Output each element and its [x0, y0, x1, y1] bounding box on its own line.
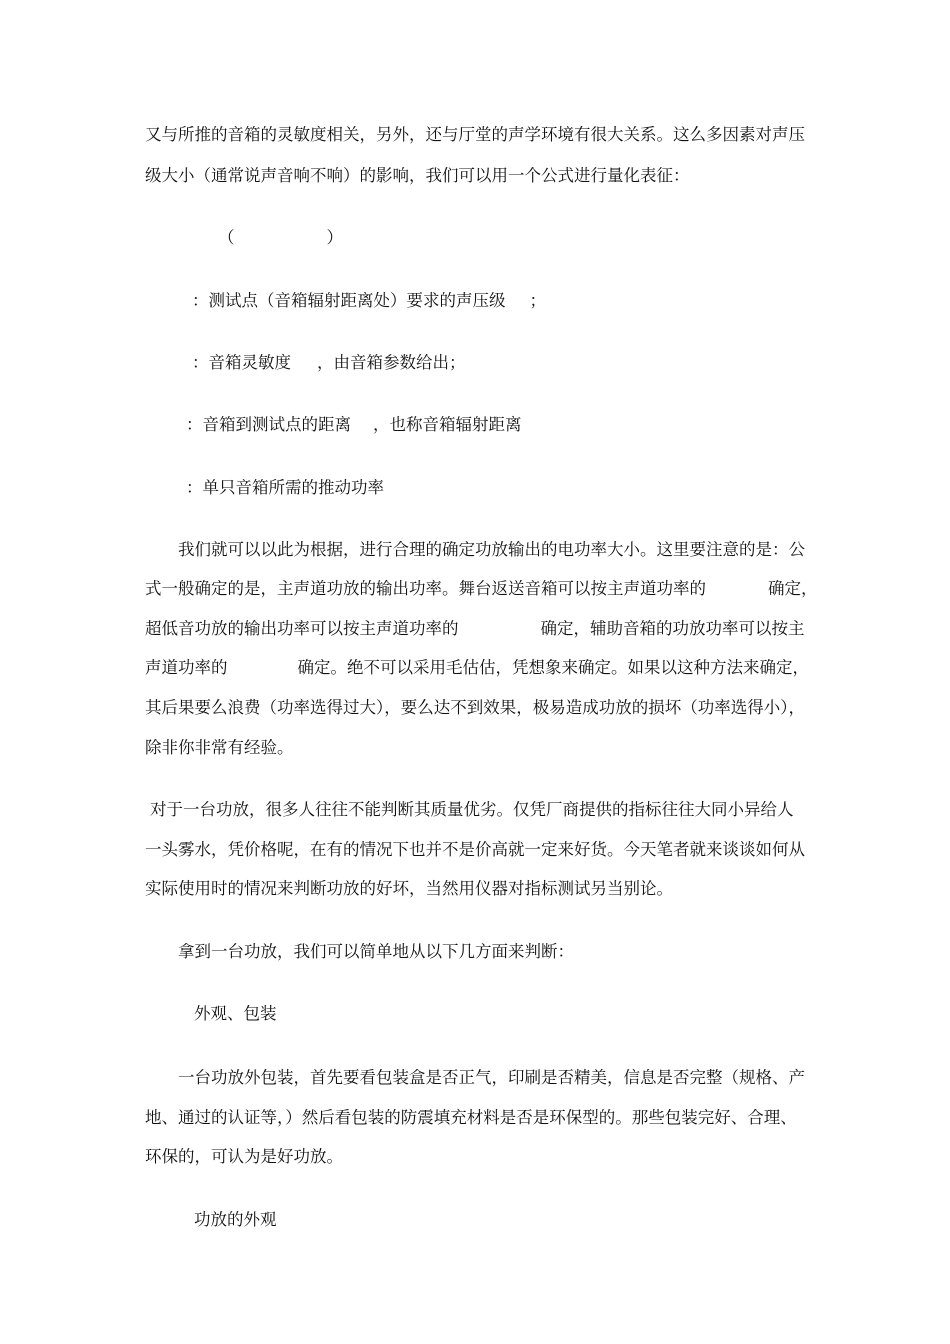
definition-distance: ：音箱到测试点的距离 ，也称音箱辐射距离 [186, 415, 522, 434]
definition-sensitivity: ：音箱灵敏度 ，由音箱参数给出； [192, 353, 466, 372]
para1-line-2: 式一般确定的是，主声道功放的输出功率。舞台返送音箱可以按主声道功率的 确定， [145, 579, 818, 598]
para2-line-2: 一头雾水，凭价格呢，在有的情况下也并不是价高就一定来好货。今天笔者就来谈谈如何从 [145, 840, 805, 859]
intro-line-2: 级大小（通常说声音响不响）的影响，我们可以用一个公式进行量化表征： [145, 166, 690, 185]
section-heading-packaging: 外观、包装 [194, 1004, 277, 1023]
para2-line-1: 对于一台功放，很多人往往不能判断其质量优劣。仅凭厂商提供的指标往往大同小异给人 [150, 800, 794, 819]
para1-line-5: 其后果要么浪费（功率选得过大），要么达不到效果，极易造成功放的损坏（功率选得小）， [145, 698, 805, 717]
para3-line-1: 拿到一台功放，我们可以简单地从以下几方面来判断： [178, 942, 574, 961]
para4-line-2: 地、通过的认证等，）然后看包装的防震填充材料是否是环保型的。那些包装完好、合理、 [145, 1108, 797, 1127]
formula-close-paren: ） [326, 228, 343, 247]
intro-line-1: 又与所推的音箱的灵敏度相关，另外，还与厅堂的声学环境有很大关系。这么多因素对声压 [145, 125, 805, 144]
definition-power: ：单只音箱所需的推动功率 [186, 478, 384, 497]
para1-line-6: 除非你非常有经验。 [145, 738, 294, 757]
para1-line-4: 声道功率的 确定。绝不可以采用毛估估，凭想象来确定。如果以这种方法来确定， [145, 658, 809, 677]
para2-line-3: 实际使用时的情况来判断功放的好坏，当然用仪器对指标测试另当别论。 [145, 879, 673, 898]
section-heading-appearance: 功放的外观 [194, 1210, 277, 1229]
para1-line-1: 我们就可以以此为根据，进行合理的确定功放输出的电功率大小。这里要注意的是：公 [178, 540, 805, 559]
para4-line-3: 环保的，可认为是好功放。 [145, 1147, 343, 1166]
para4-line-1: 一台功放外包装，首先要看包装盒是否正气，印刷是否精美，信息是否完整（规格、产 [178, 1068, 805, 1087]
formula-line [218, 228, 343, 248]
definition-spl: ：测试点（音箱辐射距离处）要求的声压级 ； [192, 291, 546, 310]
para1-line-3: 超低音功放的输出功率可以按主声道功率的 确定，辅助音箱的功放功率可以按主 [145, 619, 805, 638]
formula-open-paren: （ [218, 228, 235, 247]
